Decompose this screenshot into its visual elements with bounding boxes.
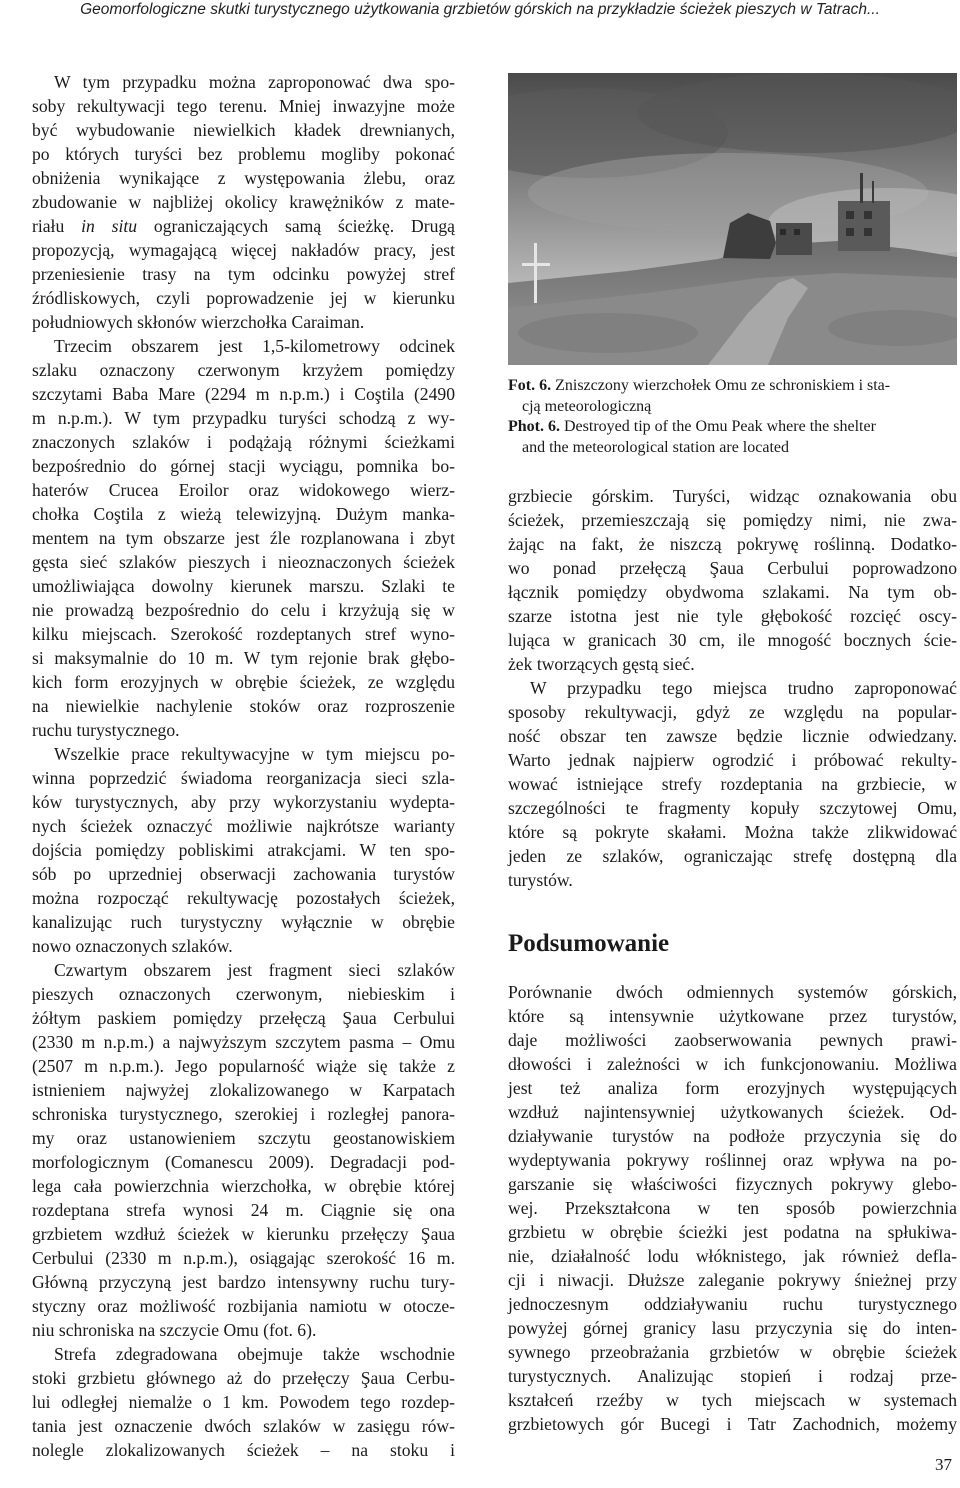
text-line: lui odległej niemalże o 1 km. Powodem tego rozdep-	[32, 1392, 455, 1412]
text-line: wzdłuż najintensywniej użytkowanych ścieżek. Od-	[508, 1102, 957, 1122]
text-line: istnieniem najwyżej zlokalizowanego w Karpatach	[32, 1080, 455, 1100]
text-line: my oraz ustanowieniem szczytu geostanowiskiem	[32, 1128, 455, 1148]
text-line: nych ścieżek oznaczyć możliwie najkrótsze warianty	[32, 816, 455, 836]
text-line: działywanie turystów na podłoże przyczynia się do	[508, 1126, 957, 1146]
text-line: propozycją, wymagającą więcej nakładów pracy, jest	[32, 240, 455, 260]
text-line: chołka Coştila z wieżą telewizyjną. Dużym manka-	[32, 504, 455, 524]
text-line: gęsta sieć szlaków pieszych i nieoznaczonych ścieżek	[32, 552, 455, 572]
caption-pl-label: Fot. 6.	[508, 377, 552, 394]
text-line: cji i niwacji. Dłuższe zaleganie pokrywy śnieżnej przy	[508, 1270, 957, 1290]
figure-caption	[508, 376, 960, 458]
text-line: dojścia pomiędzy pobliskimi atrakcjami. W ten spo-	[32, 840, 455, 860]
text-line: żek tworzących gęstą sieć.	[508, 654, 695, 674]
text-line: wej. Przekształcona w ten sposób powierzchnia	[508, 1198, 957, 1218]
text-line: haterów Crucea Eroilor oraz widokowego wierz-	[32, 480, 455, 500]
text-line: Czwartym obszarem jest fragment sieci szlaków	[54, 960, 455, 980]
text-line: obniżenia wynikające z występowania żlebu, oraz	[32, 168, 455, 188]
text-line: ków turystycznych, aby przy wykorzystaniu wydepta-	[32, 792, 455, 812]
text-line: wo ponad przełęczą Şaua Cerbului poprowadzono	[508, 558, 957, 578]
text-line: pieszych oznaczonych czerwonym, niebieskim i	[32, 984, 455, 1004]
text-line: powyżej górnej granicy lasu przyczynia się do inten-	[508, 1318, 957, 1338]
text-line: południowych skłonów wierzchołka Caraiman.	[32, 312, 365, 332]
text-line: grzbiecie górskim. Turyści, widząc oznakowania obu	[508, 486, 957, 506]
text-line: lująca w granicach 30 cm, ile mnogość bocznych ście-	[508, 630, 957, 650]
text-line: Wszelkie prace rekultywacyjne w tym miejscu po-	[54, 744, 455, 764]
running-header: Geomorfologiczne skutki turystycznego użytkowania grzbietów górskich na przykładzie ścieżek pieszych w Tatrach...	[80, 1, 880, 18]
text-line: turystycznych. Analizując stopień i rodzaj prze-	[508, 1366, 957, 1386]
text-line: umożliwiająca dowolny kierunek marszu. Szlaki te	[32, 576, 455, 596]
text-line: wować istniejące strefy rozdeptania na grzbiecie, w	[508, 774, 957, 794]
text-line: nowo oznaczonych szlaków.	[32, 936, 233, 956]
text-line: sywnego przeobrażania grzbietów w obrębie ścieżek	[508, 1342, 957, 1362]
text-line: (2507 m n.p.m.). Jego popularność wiąże się także z	[32, 1056, 455, 1076]
text-line: które są pokryte skałami. Można także zlikwidować	[508, 822, 957, 842]
text-line: żółtym paskiem pomiędzy przełęczą Şaua Cerbului	[32, 1008, 455, 1028]
text-line: schroniska turystycznego, szerokiej i rozległej panora-	[32, 1104, 455, 1124]
text-line: nie, działalność lodu włóknistego, jak również defla-	[508, 1246, 957, 1266]
caption-polish	[508, 376, 960, 417]
text-line: być wybudowanie niewielkich kładek drewnianych,	[32, 120, 455, 140]
summary-text	[508, 980, 957, 1436]
text-line: morfologicznym (Comanescu 2009). Degradacji pod-	[32, 1152, 455, 1172]
text-line: łącznik pomiędzy obydwoma szlakami. Na tym ob-	[508, 582, 957, 602]
text-line: szarze istotna jest nie tyle głębokość rozcięć oscy-	[508, 606, 957, 626]
text-line: jednoczesnym oddziaływaniu ruchu turystycznego	[508, 1294, 957, 1314]
text-line: riału in situ ograniczających samą ścieżkę. Drugą	[32, 216, 455, 236]
caption-pl-line2: cją meteorologiczną	[522, 397, 652, 415]
text-line: kształceń rzeźby w tych miejscach w systemach	[508, 1390, 957, 1410]
text-line: Główną przyczyną jest bardzo intensywny ruchu tury-	[32, 1272, 455, 1292]
text-line: jest też analiza form erozyjnych występujących	[508, 1078, 957, 1098]
text-line: żając na fakt, że niszczą pokrywę roślinną. Dodatko-	[508, 534, 957, 554]
text-line: W przypadku tego miejsca trudno zaproponować	[530, 678, 957, 698]
section-heading-podsumowanie: Podsumowanie	[508, 930, 670, 957]
text-line: na niewielkie nachylenie stoków oraz rozproszenie	[32, 696, 455, 716]
left-column-text	[32, 70, 455, 1462]
text-line: winna poprzedzić świadoma reorganizacja sieci szla-	[32, 768, 455, 788]
text-line: dłowości i zależności w ich funkcjonowaniu. Możliwa	[508, 1054, 957, 1074]
text-line: wydeptywania pokrywy roślinnej oraz wpływa na po-	[508, 1150, 957, 1170]
text-line: kanalizując ruch turystyczny wyłącznie w obrębie	[32, 912, 455, 932]
text-line: bezpośrednio do górnej stacji wyciągu, pomnika bo-	[32, 456, 455, 476]
text-line: jeden ze szlaków, ograniczając strefę dostępną dla	[508, 846, 957, 866]
text-line: znaczonych szlaków i podążają różnymi ścieżkami	[32, 432, 455, 452]
text-line: źródliskowych, czyli poprowadzenie jej w kierunku	[32, 288, 455, 308]
text-line: niu schroniska na szczycie Omu (fot. 6).	[32, 1320, 317, 1340]
text-line: ność obszar ten zawsze będzie licznie odwiedzany.	[508, 726, 957, 746]
caption-english	[508, 417, 960, 458]
caption-en-line1: Destroyed tip of the Omu Peak where the shelter	[564, 418, 876, 435]
text-line: tania jest oznaczenie dwóch szlaków w zasięgu rów-	[32, 1416, 455, 1436]
text-line: które są intensywnie użytkowane przez turystów,	[508, 1006, 957, 1026]
text-line: nolegle zlokalizowanych ścieżek – na stoku i	[32, 1440, 455, 1460]
text-line: (2330 m n.p.m.) a najwyższym szczytem pasma – Omu	[32, 1032, 455, 1052]
text-line: kilku miejscach. Szerokość rozdeptanych stref wyno-	[32, 624, 455, 644]
right-column-text	[508, 484, 957, 892]
text-line: lega cała powierzchnia wierzchołka, w obrębie której	[32, 1176, 455, 1196]
caption-pl-line1: Zniszczony wierzchołek Omu ze schroniskiem i sta-	[555, 377, 891, 394]
text-line: Trzecim obszarem jest 1,5-kilometrowy odcinek	[54, 336, 455, 356]
text-line: kich form erozyjnych w obrębie ścieżek, ze względu	[32, 672, 455, 692]
text-line: si maksymalnie do 10 m. W tym rejonie brak głębo-	[32, 648, 455, 668]
text-line: Porównanie dwóch odmiennych systemów górskich,	[508, 982, 957, 1002]
caption-en-label: Phot. 6.	[508, 418, 560, 435]
text-line: szczytami Baba Mare (2294 m n.p.m.) i Coştila (2490	[32, 384, 455, 404]
text-line: daje możliwości zaobserwowania pewnych prawi-	[508, 1030, 957, 1050]
text-line: szczególności te fragmenty kopuły szczytowej Omu,	[508, 798, 957, 818]
text-line: sposoby rekultywacji, gdyż ze względu na popular-	[508, 702, 957, 722]
text-line: soby rekultywacji tego terenu. Mniej inwazyjne może	[32, 96, 455, 116]
page-number: 37	[935, 1455, 952, 1474]
text-line: mentem na tym obszarze jest źle rozplanowana i zbyt	[32, 528, 455, 548]
text-line: m n.p.m.). W tym przypadku turyści schodzą z wy-	[32, 408, 455, 428]
text-line: grzbietu w obrębie ścieżki jest podatna na spłukiwa-	[508, 1222, 957, 1242]
text-line: Strefa zdegradowana obejmuje także wschodnie	[54, 1344, 455, 1364]
text-line: garszanie się właściwości fizycznych pokrywy glebo-	[508, 1174, 957, 1194]
text-line: nie prowadzą bezpośrednio do celu i krzyżują się w	[32, 600, 455, 620]
caption-en-line2: and the meteorological station are located	[522, 438, 789, 456]
text-line: Warto jednak najpierw ogrodzić i próbować rekulty-	[508, 750, 957, 770]
text-line: W tym przypadku można zaproponować dwa spo-	[54, 72, 455, 92]
text-line: sób po uprzedniej obserwacji zachowania turystów	[32, 864, 455, 884]
text-line: można rozpocząć rekultywację pozostałych ścieżek,	[32, 888, 455, 908]
text-line: po których turyści bez problemu mogliby pokonać	[32, 144, 455, 164]
text-line: grzbietowych gór Bucegi i Tatr Zachodnich, możemy	[508, 1414, 957, 1434]
text-line: ruchu turystycznego.	[32, 720, 180, 740]
text-line: Cerbului (2330 m n.p.m.), osiągając szerokość 16 m.	[32, 1248, 455, 1268]
text-line: turystów.	[508, 870, 573, 890]
photo-omu-peak	[508, 73, 957, 365]
text-line: stoki grzbietu głównego aż do przełęczy Şaua Cerbu-	[32, 1368, 455, 1388]
photo-omu-peak-image	[508, 73, 957, 365]
text-line: ścieżek, przemieszczają się pomiędzy nimi, nie zwa-	[508, 510, 957, 530]
text-line: szlaku oznaczony czerwonym krzyżem pomiędzy	[32, 360, 455, 380]
text-line: styczny oraz możliwość rozbijania namiotu w otocze-	[32, 1296, 455, 1316]
text-line: grzbietem wzdłuż ścieżek w kierunku przełęczy Şaua	[32, 1224, 455, 1244]
text-line: zbudowanie w najbliżej okolicy krawężników z mate-	[32, 192, 455, 212]
text-line: rozdeptana strefa wynosi 24 m. Ciągnie się ona	[32, 1200, 455, 1220]
text-line: przeniesienie trasy na tym odcinku powyżej stref	[32, 264, 455, 284]
